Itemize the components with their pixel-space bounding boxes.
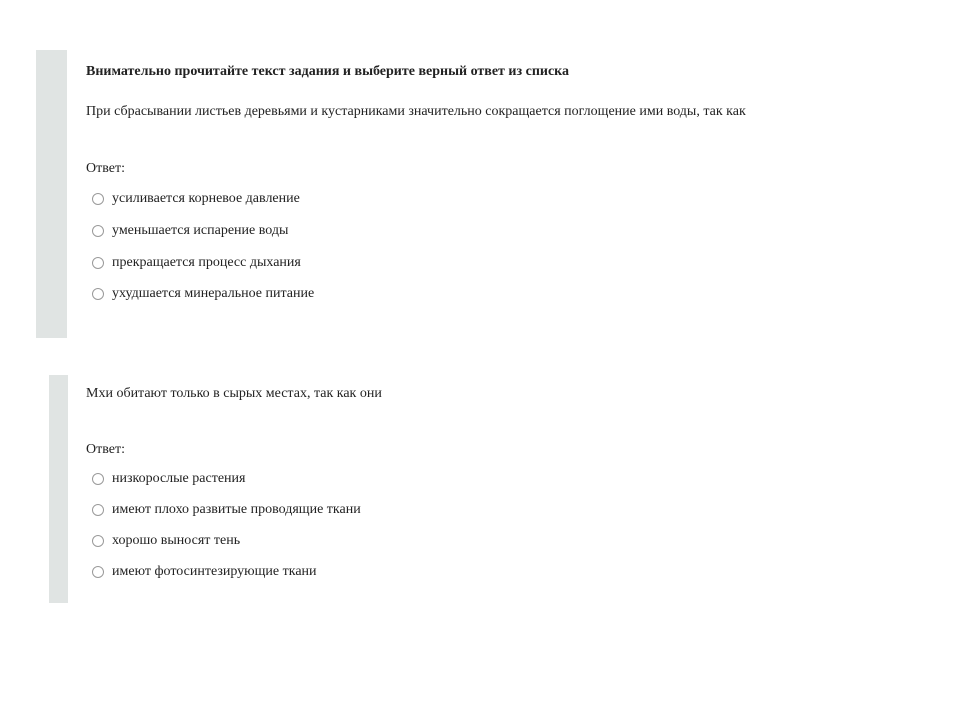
option-label: уменьшается испарение воды [112, 223, 289, 238]
question-1-option-2[interactable] [92, 222, 288, 240]
question-1-text: При сбрасывании листьев деревьями и кустарниками значительно сокращается поглощение ими воды, так как [86, 104, 746, 119]
option-label: усиливается корневое давление [112, 191, 300, 206]
radio-button[interactable] [92, 225, 104, 237]
option-label: ухудшается минеральное питание [112, 286, 315, 301]
radio-button[interactable] [92, 566, 104, 578]
question-1-option-3[interactable] [92, 254, 301, 272]
question-2-option-3[interactable] [92, 532, 240, 550]
radio-button[interactable] [92, 473, 104, 485]
option-label: прекращается процесс дыхания [112, 255, 301, 270]
question-1-side-bar [36, 50, 67, 338]
question-1-answer-label: Ответ: [86, 161, 125, 176]
question-1-option-1[interactable] [92, 190, 300, 208]
question-2-option-1[interactable] [92, 470, 245, 488]
option-label: низкорослые растения [112, 471, 246, 486]
question-2-option-2[interactable] [92, 501, 361, 519]
question-1-option-4[interactable] [92, 285, 314, 303]
option-label: имеют плохо развитые проводящие ткани [112, 502, 361, 517]
option-label: имеют фотосинтезирующие ткани [112, 564, 317, 579]
question-1-instruction: Внимательно прочитайте текст задания и выберите верный ответ из списка [86, 64, 570, 79]
radio-button[interactable] [92, 535, 104, 547]
radio-button[interactable] [92, 257, 104, 269]
radio-button[interactable] [92, 504, 104, 516]
question-2-side-bar [49, 375, 68, 603]
option-label: хорошо выносят тень [112, 533, 241, 548]
radio-button[interactable] [92, 288, 104, 300]
question-2-answer-label: Ответ: [86, 442, 125, 457]
question-2-text: Мхи обитают только в сырых местах, так как они [86, 386, 382, 401]
question-2-option-4[interactable] [92, 563, 317, 581]
radio-button[interactable] [92, 193, 104, 205]
